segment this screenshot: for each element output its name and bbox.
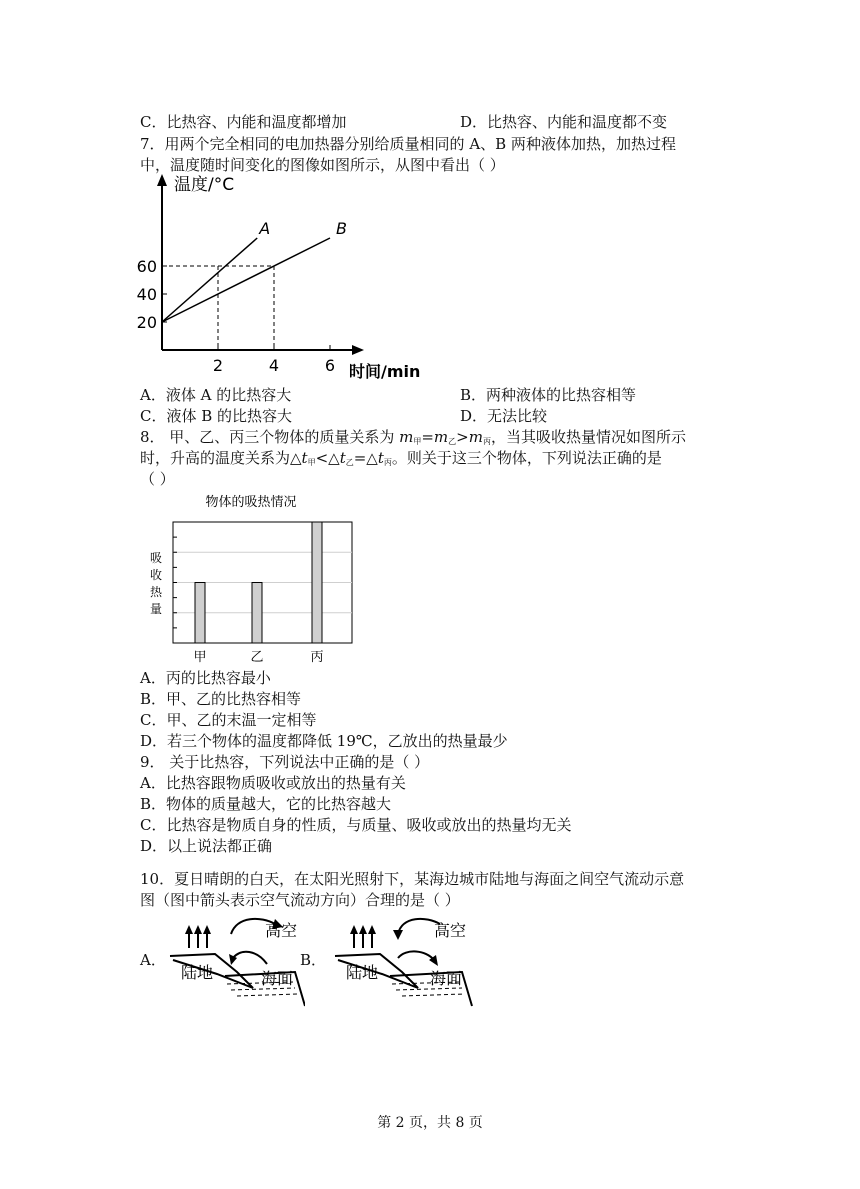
q8-heat-chart	[140, 492, 370, 667]
q8-lt: <△	[315, 449, 340, 467]
bar-1	[195, 583, 205, 644]
q6-option-c: C．比热容、内能和温度都增加	[140, 113, 347, 131]
q9-option-a: A．比热容跟物质吸收或放出的热量有关	[140, 774, 406, 792]
ylabel-char: 热	[149, 585, 163, 599]
series-line-b	[162, 238, 330, 322]
q8-t-bing: t	[377, 449, 384, 467]
q7-stem-line2: 中，温度随时间变化的图像如图所示，从图中看出（ ）	[140, 156, 505, 174]
ylabel-char: 吸	[149, 551, 163, 565]
ytick-label: 60	[136, 257, 157, 276]
q8-sub-yi-2: 乙	[345, 458, 354, 467]
label-ludi-a: 陆地	[181, 963, 214, 982]
q8-eq2: =△	[353, 449, 378, 467]
q8-gt: >	[456, 428, 469, 446]
label-ludi-b: 陆地	[346, 963, 379, 982]
q9-option-c: C．比热容是物质自身的性质，与质量、吸收或放出的热量均无关	[140, 816, 572, 834]
page-footer: 第 2 页，共 8 页	[377, 1115, 483, 1131]
q7-stem-line1: 7．用两个完全相同的电加热器分别给质量相同的 A、B 两种液体加热，加热过程	[140, 135, 676, 153]
bar-2	[252, 583, 262, 644]
lower-arrow-b	[398, 951, 434, 960]
q8-sub-bing-2: 丙	[383, 458, 392, 467]
up-arrows	[354, 932, 372, 948]
q8-stem-text-c: 时，升高的温度关系为△	[140, 449, 302, 467]
q9-option-d: D．以上说法都正确	[140, 837, 273, 855]
category-label: 乙	[250, 650, 264, 665]
xtick-label: 4	[268, 356, 280, 375]
q10-option-a-label: A．	[140, 951, 166, 969]
q8-chart-title: 物体的吸热情况	[205, 495, 297, 510]
q8-t-yi: t	[339, 449, 346, 467]
q8-stem-line2	[140, 448, 662, 473]
series-label-b: B	[336, 219, 347, 238]
q8-stem-text-d: 。则关于这三个物体，下列说法正确的是	[391, 449, 662, 467]
up-arrows	[189, 932, 207, 948]
xtick-label: 6	[324, 356, 336, 375]
q7-option-c: C．液体 B 的比热容大	[140, 407, 293, 425]
label-gaokong-a: 高空	[265, 921, 298, 940]
lower-arrow-a	[233, 952, 267, 964]
q8-sub-bing: 丙	[482, 437, 491, 446]
q8-m-yi: m	[433, 428, 449, 446]
q8-sub-yi: 乙	[448, 437, 457, 446]
q8-m-jia: m	[399, 428, 414, 446]
q8-option-b: B．甲、乙的比热容相等	[140, 690, 302, 708]
q10-option-b-label: B．	[300, 951, 327, 969]
q8-eq: =	[421, 428, 434, 446]
q8-sub-jia-2: 甲	[307, 458, 316, 467]
q7-option-a: A．液体 A 的比热容大	[140, 386, 292, 404]
q9-stem: 9． 关于比热容，下列说法中正确的是（ ）	[140, 753, 430, 771]
q8-m-bing: m	[468, 428, 483, 446]
ylabel-char: 收	[149, 568, 163, 582]
q8-option-d: D．若三个物体的温度都降低 19℃，乙放出的热量最少	[140, 732, 508, 750]
category-label: 甲	[193, 650, 207, 665]
q8-t-jia: t	[301, 449, 308, 467]
q7-temperature-chart	[136, 172, 436, 387]
xtick-label: 2	[212, 356, 224, 375]
q7-option-b: B．两种液体的比热容相等	[460, 386, 637, 404]
label-gaokong-b: 高空	[434, 921, 467, 940]
ylabel-char: 量	[149, 602, 163, 616]
category-label: 丙	[310, 650, 324, 665]
q10-diagram-a	[165, 910, 305, 1010]
q8-stem-line3: （ ）	[140, 470, 175, 488]
q7-option-d: D．无法比较	[460, 407, 548, 425]
q9-option-b: B．物体的质量越大，它的比热容越大	[140, 795, 392, 813]
q8-option-a: A．丙的比热容最小	[140, 669, 271, 687]
q8-stem-text-b: ，当其吸收热量情况如图所示	[490, 428, 686, 446]
series-label-a: A	[259, 219, 271, 238]
q7-chart-ylabel: 温度/°C	[174, 175, 235, 195]
q6-option-d: D．比热容、内能和温度都不变	[460, 113, 668, 131]
ytick-label: 20	[136, 313, 157, 332]
q7-chart-xlabel: 时间/min	[349, 362, 421, 381]
q8-stem-text-a: 8． 甲、乙、丙三个物体的质量关系为	[140, 428, 400, 446]
bar-3	[312, 522, 322, 643]
label-haimian-b: 海面	[430, 969, 463, 988]
q10-diagram-b	[330, 910, 475, 1010]
q10-stem-line1: 10．夏日晴朗的白天，在太阳光照射下，某海边城市陆地与海面之间空气流动示意	[140, 870, 685, 888]
q8-option-c: C．甲、乙的末温一定相等	[140, 711, 317, 729]
ytick-label: 40	[136, 285, 157, 304]
label-haimian-a: 海面	[261, 969, 294, 988]
q10-stem-line2: 图（图中箭头表示空气流动方向）合理的是（ ）	[140, 891, 460, 909]
series-line-a	[162, 238, 257, 322]
q8-sub-jia: 甲	[413, 437, 422, 446]
